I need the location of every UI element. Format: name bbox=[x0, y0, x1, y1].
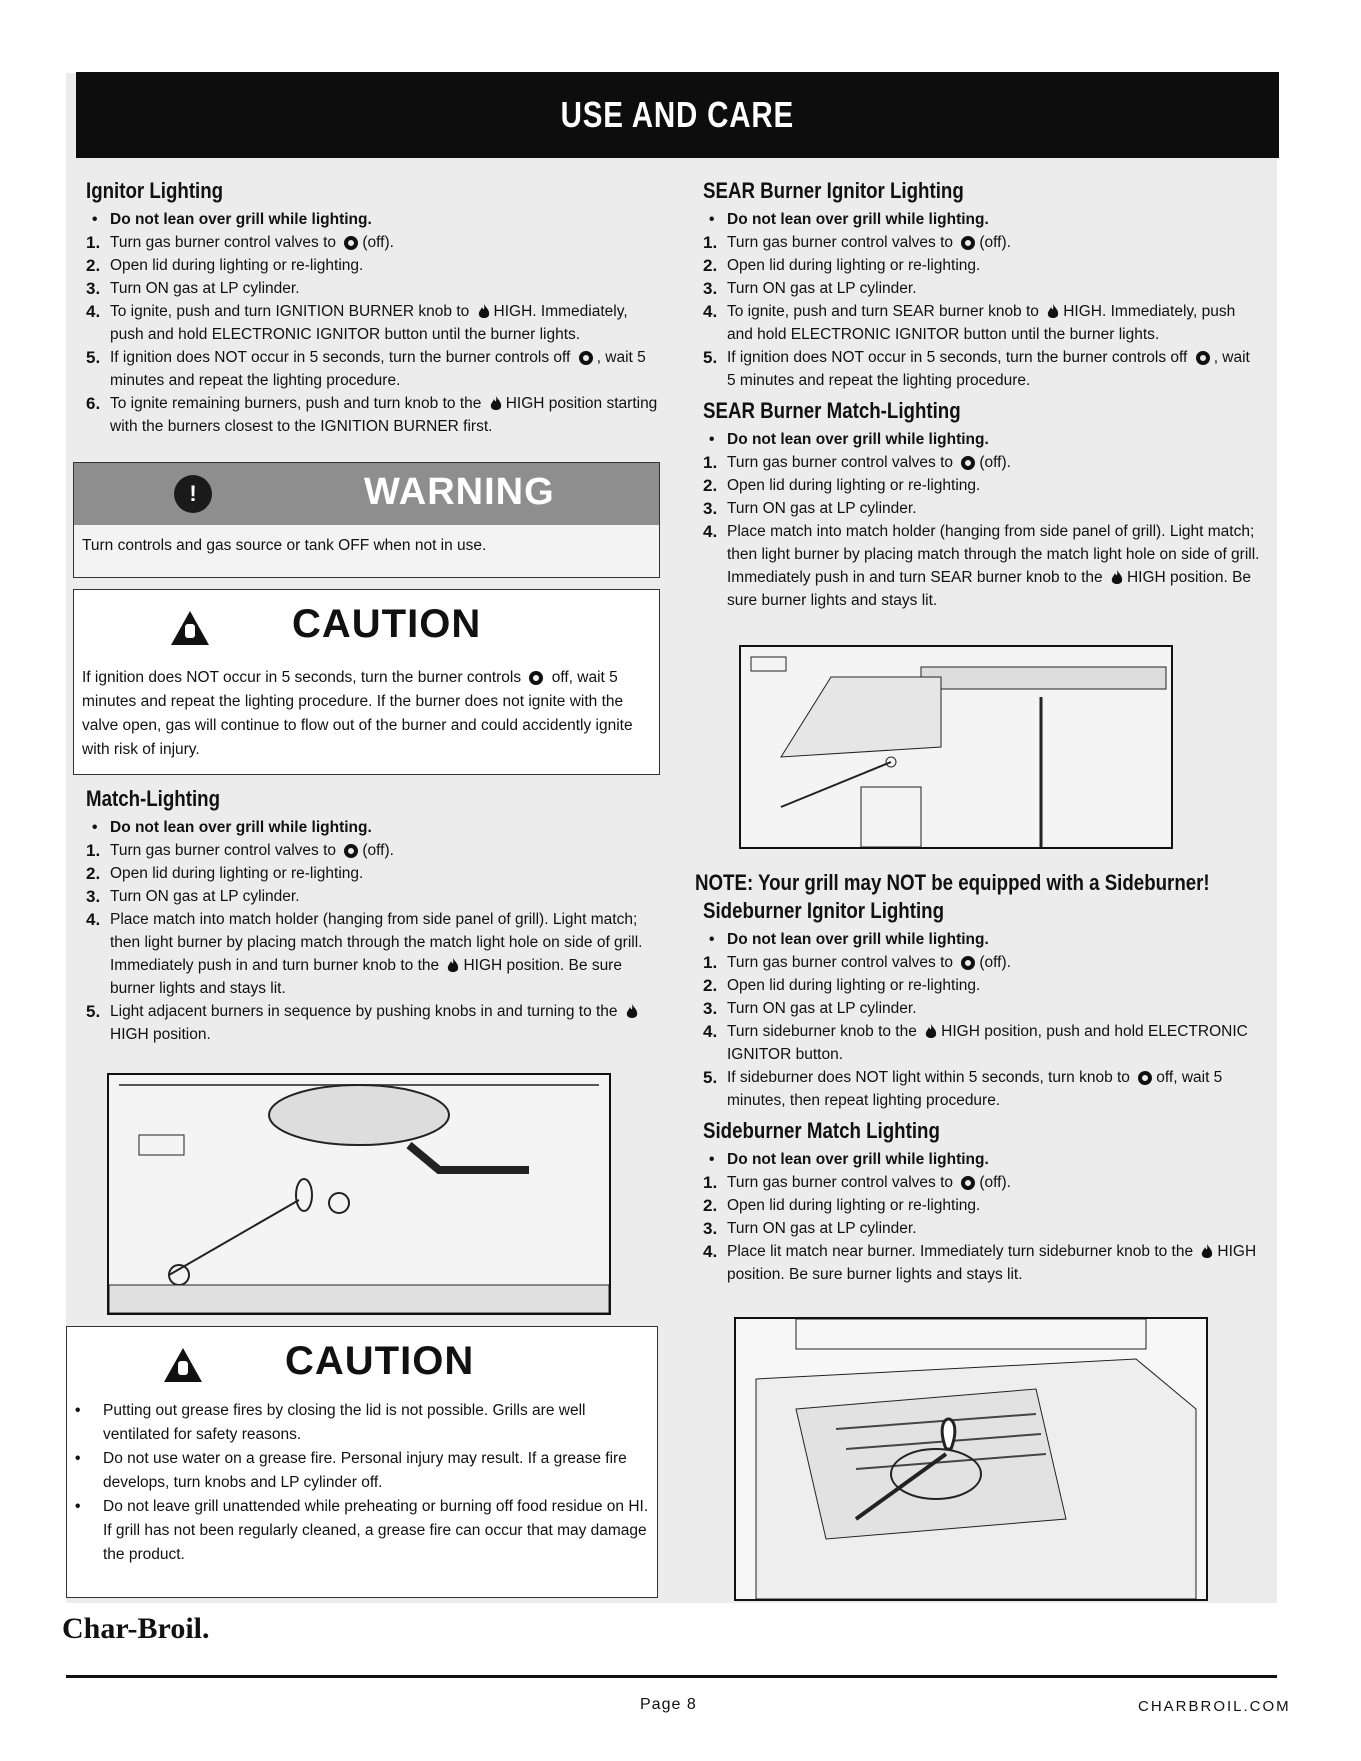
step-number: 1. bbox=[703, 953, 718, 972]
caution-list-item bbox=[75, 1399, 649, 1447]
step-text: Turn ON gas at LP cylinder. bbox=[727, 1220, 917, 1237]
list-item-bullet bbox=[86, 208, 658, 231]
list-item bbox=[86, 346, 658, 392]
caution-item-text: Putting out grease fires by closing the lid is not possible. Grills are well ventilated for safety reasons. bbox=[103, 1402, 586, 1443]
sear-ignitor-steps bbox=[695, 208, 1260, 392]
off-symbol-icon bbox=[961, 236, 975, 250]
sideburner-note: NOTE: Your grill may NOT be equipped with a Sideburner! bbox=[695, 870, 1210, 895]
step-number: 3. bbox=[86, 279, 101, 298]
step-text: Turn ON gas at LP cylinder. bbox=[727, 1000, 917, 1017]
page-title: USE AND CARE bbox=[560, 94, 795, 135]
sideburner-ignitor-steps bbox=[695, 928, 1260, 1112]
match-lighting-title: Match-Lighting bbox=[86, 786, 220, 811]
bullet-text: Do not lean over grill while lighting. bbox=[727, 211, 989, 228]
page-number: Page 8 bbox=[640, 1696, 697, 1713]
off-symbol-icon bbox=[529, 671, 543, 685]
list-item bbox=[703, 1066, 1260, 1112]
charbroil-logo: Char-Broil. bbox=[62, 1612, 210, 1645]
step-number: 2. bbox=[86, 864, 101, 883]
list-item bbox=[703, 497, 1260, 520]
step-text: Open lid during lighting or re-lighting. bbox=[110, 865, 364, 882]
bullet-marker: • bbox=[75, 1402, 81, 1419]
off-symbol-icon bbox=[961, 456, 975, 470]
bullet-text: Do not lean over grill while lighting. bbox=[110, 819, 372, 836]
step-text: If ignition does NOT occur in 5 seconds, turn the burner controls off , wait 5 minutes and repeat the lighting procedure. bbox=[727, 349, 1250, 389]
step-number: 3. bbox=[703, 999, 718, 1018]
step-text: Turn ON gas at LP cylinder. bbox=[727, 500, 917, 517]
step-number: 4. bbox=[703, 522, 718, 541]
caution-item-text: Do not use water on a grease fire. Personal injury may result. If a grease fire develops, turn knobs and LP cylinder off. bbox=[103, 1450, 627, 1491]
off-symbol-icon bbox=[344, 844, 358, 858]
list-item bbox=[703, 1020, 1260, 1066]
step-number: 3. bbox=[86, 887, 101, 906]
off-symbol-icon bbox=[1138, 1071, 1152, 1085]
step-number: 4. bbox=[86, 302, 101, 321]
bullet-marker: • bbox=[709, 211, 715, 228]
flame-icon bbox=[446, 958, 460, 974]
list-item bbox=[86, 908, 658, 1000]
caution-box-ignition bbox=[73, 589, 660, 775]
flame-icon bbox=[924, 1024, 938, 1040]
flame-icon bbox=[625, 1004, 639, 1020]
sideburner-ignitor-title: Sideburner Ignitor Lighting bbox=[703, 898, 945, 923]
list-item bbox=[703, 1194, 1260, 1217]
list-item bbox=[703, 1240, 1260, 1286]
step-text: Place lit match near burner. Immediately turn sideburner knob to the HIGH position. Be sure burner lights and stays lit. bbox=[727, 1243, 1257, 1283]
off-symbol-icon bbox=[579, 351, 593, 365]
bullet-text: Do not lean over grill while lighting. bbox=[727, 931, 989, 948]
list-item bbox=[86, 231, 658, 254]
list-item bbox=[703, 277, 1260, 300]
ignitor-lighting-title: Ignitor Lighting bbox=[86, 178, 224, 203]
caution-list bbox=[67, 1399, 657, 1567]
bullet-marker: • bbox=[92, 211, 98, 228]
bullet-text: Do not lean over grill while lighting. bbox=[110, 211, 372, 228]
caution-list-item bbox=[75, 1447, 649, 1495]
bullet-text: Do not lean over grill while lighting. bbox=[727, 431, 989, 448]
off-symbol-icon bbox=[961, 956, 975, 970]
warning-text: Turn controls and gas source or tank OFF when not in use. bbox=[82, 537, 487, 554]
list-item bbox=[703, 451, 1260, 474]
caution-text-part1: If ignition does NOT occur in 5 seconds, turn the burner controls bbox=[82, 669, 526, 686]
step-text: Place match into match holder (hanging from side panel of grill). Light match; then light burner by placing match through the match light hole on side of grill. Immediately push in and turn burner knob to the HIGH position. Be sure burner lights and stays lit. bbox=[110, 911, 643, 997]
flame-icon bbox=[1200, 1244, 1214, 1260]
list-item bbox=[86, 839, 658, 862]
step-text: To ignite remaining burners, push and turn knob to the HIGH position starting with the burners closest to the IGNITION BURNER first. bbox=[110, 395, 658, 435]
warning-title: WARNING bbox=[364, 471, 555, 513]
bullet-marker: • bbox=[709, 931, 715, 948]
website: CHARBROIL.COM bbox=[1138, 1698, 1291, 1715]
step-number: 3. bbox=[703, 499, 718, 518]
caution-hand-icon bbox=[163, 1347, 203, 1383]
step-text: Turn gas burner control valves to (off). bbox=[727, 234, 1011, 251]
step-text: Turn gas burner control valves to (off). bbox=[110, 234, 394, 251]
list-item bbox=[86, 392, 658, 438]
step-text: Light adjacent burners in sequence by pushing knobs in and turning to the HIGH position. bbox=[110, 1000, 658, 1046]
step-text: Turn sideburner knob to the HIGH position, push and hold ELECTRONIC IGNITOR button. bbox=[727, 1023, 1248, 1063]
list-item-bullet bbox=[703, 1148, 1260, 1171]
step-number: 5. bbox=[86, 1002, 101, 1021]
step-number: 3. bbox=[703, 1219, 718, 1238]
sideburner-match-steps bbox=[695, 1148, 1260, 1286]
step-number: 6. bbox=[86, 394, 101, 413]
caution-text bbox=[74, 662, 659, 766]
step-text: Open lid during lighting or re-lighting. bbox=[727, 477, 981, 494]
list-item bbox=[703, 1171, 1260, 1194]
match-lighting-steps bbox=[78, 816, 658, 1046]
caution-item-text: Do not leave grill unattended while preheating or burning off food residue on HI. If grill has not been regularly cleaned, a grease fire can occur that may damage the product. bbox=[103, 1498, 649, 1563]
list-item bbox=[703, 346, 1260, 392]
bullet-marker: • bbox=[92, 819, 98, 836]
step-text: If ignition does NOT occur in 5 seconds, turn the burner controls off , wait 5 minutes and repeat the lighting procedure. bbox=[110, 349, 646, 389]
list-item-bullet bbox=[703, 928, 1260, 951]
step-text: To ignite, push and turn SEAR burner knob to HIGH. Immediately, push and hold ELECTRONIC IGNITOR button until the burner lights. bbox=[727, 303, 1236, 343]
caution-hand-icon bbox=[170, 610, 210, 646]
step-text: Open lid during lighting or re-lighting. bbox=[727, 1197, 981, 1214]
step-number: 1. bbox=[703, 453, 718, 472]
ignitor-lighting-steps bbox=[78, 208, 658, 438]
warning-header bbox=[74, 463, 659, 525]
step-number: 1. bbox=[86, 841, 101, 860]
list-item bbox=[703, 1217, 1260, 1240]
list-item-bullet bbox=[703, 208, 1260, 231]
sear-match-illustration bbox=[739, 645, 1173, 849]
step-text: Turn ON gas at LP cylinder. bbox=[110, 888, 300, 905]
step-number: 5. bbox=[86, 348, 101, 367]
list-item bbox=[703, 951, 1260, 974]
caution-list-item bbox=[75, 1495, 649, 1567]
list-item bbox=[86, 1000, 658, 1046]
step-number: 4. bbox=[703, 302, 718, 321]
bullet-marker: • bbox=[709, 1151, 715, 1168]
step-number: 4. bbox=[703, 1242, 718, 1261]
sear-match-title: SEAR Burner Match-Lighting bbox=[703, 398, 961, 423]
step-text: Turn gas burner control valves to (off). bbox=[727, 1174, 1011, 1191]
step-text: To ignite, push and turn IGNITION BURNER knob to HIGH. Immediately, push and hold ELECTRONIC IGNITOR button until the burner lights. bbox=[110, 303, 628, 343]
caution-box-grease-fire bbox=[66, 1326, 658, 1598]
step-number: 2. bbox=[86, 256, 101, 275]
step-number: 2. bbox=[703, 1196, 718, 1215]
flame-icon bbox=[1110, 570, 1124, 586]
step-text: Turn gas burner control valves to (off). bbox=[727, 454, 1011, 471]
bullet-marker: • bbox=[75, 1450, 81, 1467]
step-text: Turn ON gas at LP cylinder. bbox=[727, 280, 917, 297]
step-text: If sideburner does NOT light within 5 seconds, turn knob to off, wait 5 minutes, then repeat lighting procedure. bbox=[727, 1069, 1223, 1109]
list-item bbox=[86, 277, 658, 300]
page-header bbox=[76, 72, 1279, 158]
right-column-top bbox=[695, 178, 1260, 612]
step-number: 2. bbox=[703, 476, 718, 495]
step-number: 3. bbox=[703, 279, 718, 298]
right-column-bottom bbox=[695, 866, 1260, 1286]
step-number: 2. bbox=[703, 976, 718, 995]
footer-divider bbox=[66, 1675, 1277, 1678]
flame-icon bbox=[477, 304, 491, 320]
step-number: 5. bbox=[703, 1068, 718, 1087]
step-number: 2. bbox=[703, 256, 718, 275]
step-text: Turn gas burner control valves to (off). bbox=[727, 954, 1011, 971]
step-text: Open lid during lighting or re-lighting. bbox=[727, 257, 981, 274]
step-number: 1. bbox=[703, 233, 718, 252]
list-item bbox=[86, 254, 658, 277]
list-item bbox=[703, 231, 1260, 254]
list-item bbox=[86, 300, 658, 346]
bullet-marker: • bbox=[709, 431, 715, 448]
step-number: 4. bbox=[86, 910, 101, 929]
list-item bbox=[703, 474, 1260, 497]
step-number: 1. bbox=[703, 1173, 718, 1192]
caution-title: CAUTION bbox=[292, 602, 482, 646]
flame-icon bbox=[1046, 304, 1060, 320]
bullet-text: Do not lean over grill while lighting. bbox=[727, 1151, 989, 1168]
step-number: 4. bbox=[703, 1022, 718, 1041]
caution-title: CAUTION bbox=[285, 1339, 475, 1383]
sear-match-steps bbox=[695, 428, 1260, 612]
step-text: Place match into match holder (hanging from side panel of grill). Light match; then light burner by placing match through the match light hole on side of grill. Immediately push in and turn SEAR burner knob to the HIGH position. Be sure burner lights and stays lit. bbox=[727, 523, 1260, 609]
sear-ignitor-title: SEAR Burner Ignitor Lighting bbox=[703, 178, 964, 203]
warning-box bbox=[73, 462, 660, 578]
list-item bbox=[86, 885, 658, 908]
sideburner-match-illustration bbox=[734, 1317, 1208, 1601]
bullet-marker: • bbox=[75, 1498, 81, 1515]
caution-text-part2: off, wait 5 minutes and repeat the lighting procedure. If the burner does not ignite with the valve open, gas will continue to flow out of the burner and could accidently ignite with risk of injury. bbox=[82, 669, 633, 758]
list-item bbox=[703, 997, 1260, 1020]
warning-icon: ! bbox=[174, 475, 212, 513]
step-text: Open lid during lighting or re-lighting. bbox=[110, 257, 364, 274]
left-column bbox=[78, 178, 658, 438]
sideburner-match-title: Sideburner Match Lighting bbox=[703, 1118, 940, 1143]
match-lighting-illustration bbox=[107, 1073, 611, 1315]
step-text: Open lid during lighting or re-lighting. bbox=[727, 977, 981, 994]
list-item bbox=[703, 300, 1260, 346]
step-text: Turn gas burner control valves to (off). bbox=[110, 842, 394, 859]
list-item bbox=[703, 254, 1260, 277]
list-item bbox=[86, 862, 658, 885]
step-number: 5. bbox=[703, 348, 718, 367]
list-item-bullet bbox=[703, 428, 1260, 451]
off-symbol-icon bbox=[344, 236, 358, 250]
step-text: Turn ON gas at LP cylinder. bbox=[110, 280, 300, 297]
list-item-bullet bbox=[86, 816, 658, 839]
flame-icon bbox=[489, 396, 503, 412]
list-item bbox=[703, 520, 1260, 612]
step-number: 1. bbox=[86, 233, 101, 252]
match-lighting-section bbox=[78, 786, 658, 1046]
list-item bbox=[703, 974, 1260, 997]
off-symbol-icon bbox=[961, 1176, 975, 1190]
off-symbol-icon bbox=[1196, 351, 1210, 365]
